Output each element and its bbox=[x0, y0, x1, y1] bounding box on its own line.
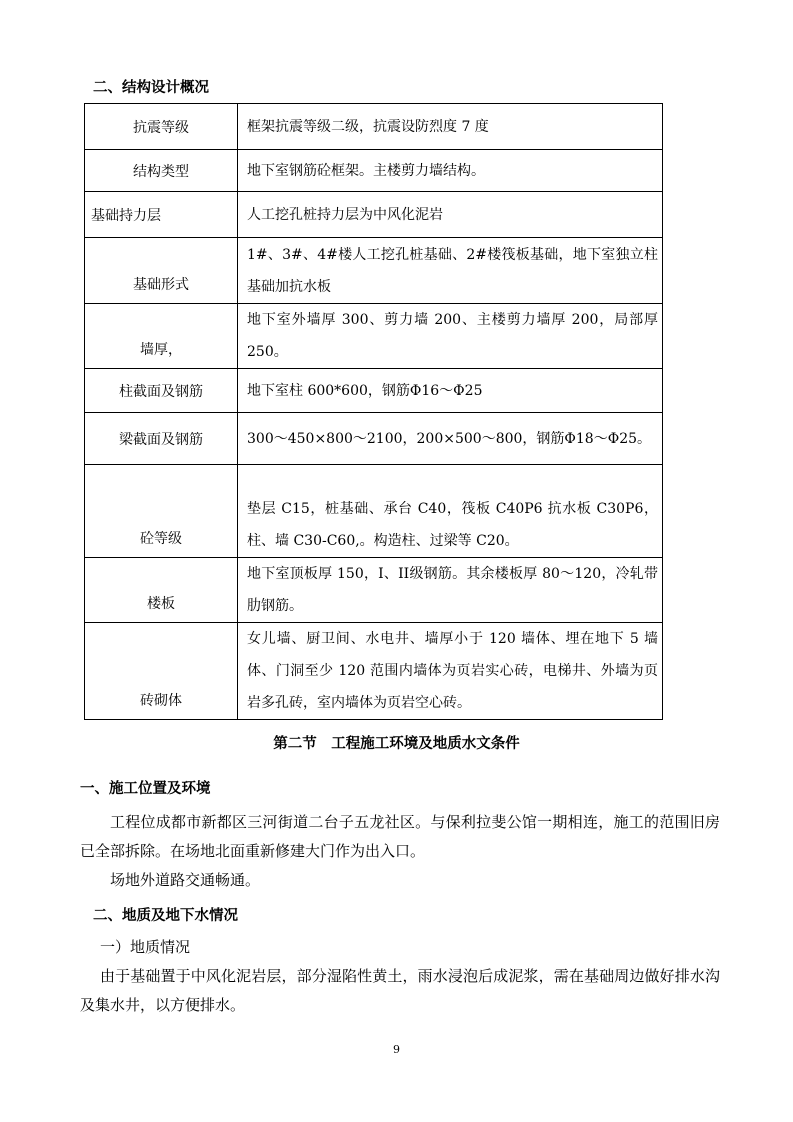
table-row bbox=[85, 192, 663, 238]
table-row bbox=[85, 304, 663, 369]
table-row bbox=[85, 238, 663, 304]
row-label: 基础持力层 bbox=[85, 192, 238, 238]
section-title: 第二节 工程施工环境及地质水文条件 bbox=[273, 736, 520, 752]
structure-heading: 二、结构设计概况 bbox=[93, 80, 209, 96]
row-label: 结构类型 bbox=[85, 150, 238, 192]
row-label: 砼等级 bbox=[85, 465, 238, 558]
row-value: 300～450×800～2100，200×500～800，钢筋Φ18～Φ25。 bbox=[238, 413, 663, 465]
table-row bbox=[85, 369, 663, 413]
table-row bbox=[85, 104, 663, 150]
row-value: 地下室外墙厚 300、剪力墙 200、主楼剪力墙厚 200，局部厚 250。 bbox=[238, 304, 663, 369]
row-value: 女儿墙、厨卫间、水电井、墙厚小于 120 墙体、埋在地下 5 墙体、门洞至少 120 范围内墙体为页岩实心砖，电梯井、外墙为页岩多孔砖，室内墙体为页岩空心砖。 bbox=[238, 623, 663, 720]
row-value: 人工挖孔桩持力层为中风化泥岩 bbox=[238, 192, 663, 238]
row-value: 地下室钢筋砼框架。主楼剪力墙结构。 bbox=[238, 150, 663, 192]
table-row bbox=[85, 623, 663, 720]
row-label: 抗震等级 bbox=[85, 104, 238, 150]
row-label: 砖砌体 bbox=[85, 623, 238, 720]
table-row bbox=[85, 150, 663, 192]
table-row bbox=[85, 558, 663, 623]
table-row bbox=[85, 413, 663, 465]
geology-heading: 二、地质及地下水情况 bbox=[93, 908, 238, 924]
row-label: 基础形式 bbox=[85, 238, 238, 304]
site-heading: 一、施工位置及环境 bbox=[80, 781, 211, 797]
geology-paragraph: 由于基础置于中风化泥岩层，部分湿陷性黄土，雨水浸泡后成泥浆，需在基础周边做好排水沟及集水井，以方便排水。 bbox=[80, 967, 720, 1014]
structure-spec-table bbox=[84, 103, 663, 720]
row-label: 梁截面及钢筋 bbox=[85, 413, 238, 465]
row-value: 地下室顶板厚 150，I、II级钢筋。其余楼板厚 80～120，冷轧带肋钢筋。 bbox=[238, 558, 663, 623]
table-row bbox=[85, 465, 663, 558]
row-label: 柱截面及钢筋 bbox=[85, 369, 238, 413]
row-label: 墙厚， bbox=[85, 304, 238, 369]
row-value: 垫层 C15，桩基础、承台 C40，筏板 C40P6 抗水板 C30P6，柱、墙 C30-C60,。构造柱、过梁等 C20。 bbox=[238, 465, 663, 558]
row-label: 楼板 bbox=[85, 558, 238, 623]
site-paragraph: 工程位成都市新都区三河街道二台子五龙社区。与保利拉斐公馆一期相连，施工的范围旧房已全部拆除。在场地北面重新修建大门作为出入口。 bbox=[80, 813, 720, 860]
geology-subheading: 一）地质情况 bbox=[100, 938, 191, 956]
row-value: 框架抗震等级二级，抗震设防烈度 7 度 bbox=[238, 104, 663, 150]
traffic-paragraph: 场地外道路交通畅通。 bbox=[110, 871, 261, 889]
row-value: 1#、3#、4#楼人工挖孔桩基础、2#楼筏板基础，地下室独立柱基础加抗水板 bbox=[238, 238, 663, 304]
row-value: 地下室柱 600*600，钢筋Φ16～Φ25 bbox=[238, 369, 663, 413]
page-number: 9 bbox=[393, 1043, 400, 1056]
